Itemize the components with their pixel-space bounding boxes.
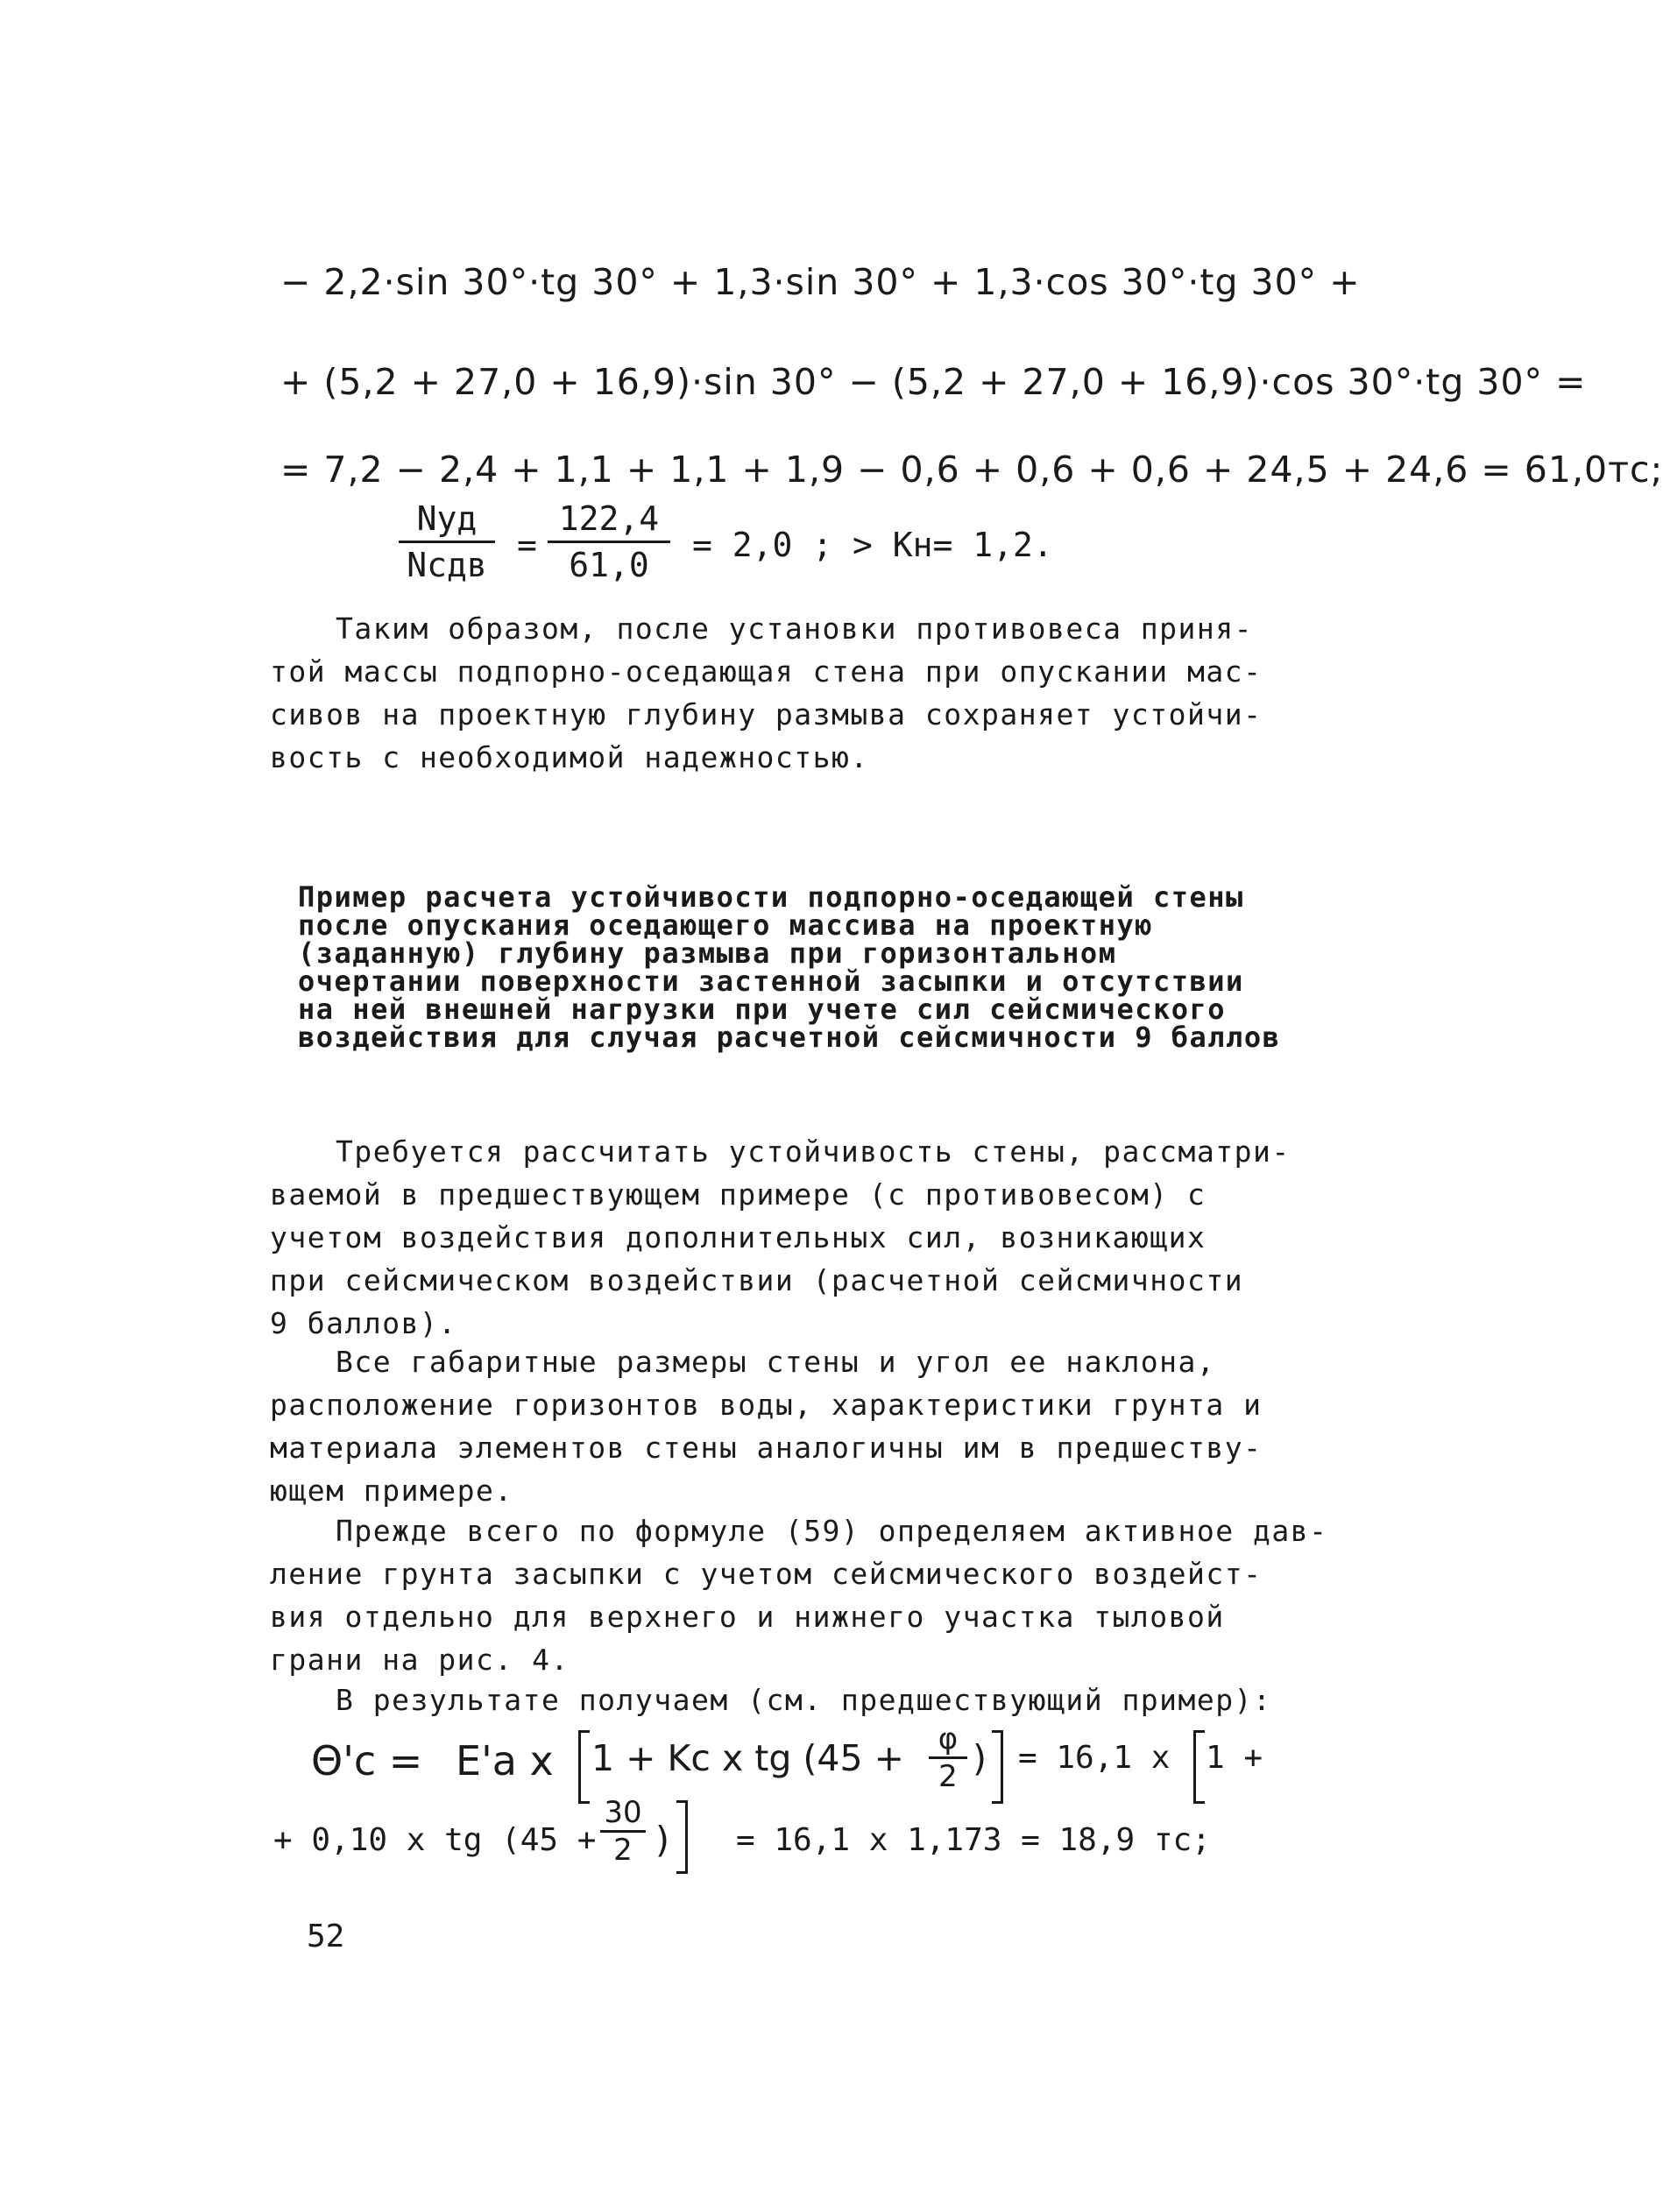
equation-line-2: + (5,2 + 27,0 + 16,9)·sin 30° − (5,2 + 27,0 + 16,9)·cos 30°·tg 30° = — [280, 361, 1587, 403]
text-line: учетом воздействия дополнительных сил, возникающих — [270, 1220, 1207, 1254]
page-number: 52 — [307, 1919, 345, 1954]
fraction-bar — [548, 541, 670, 543]
text-line: материала элементов стены аналогичны им в предшеству- — [270, 1431, 1263, 1465]
formula-inner-1: 1 + Kc x tg (45 + — [591, 1737, 904, 1779]
ratio-numerator-value: 122,4 — [558, 499, 660, 538]
open-bracket — [578, 1730, 590, 1804]
conclusion-paragraph — [270, 607, 1444, 779]
paragraph-task — [270, 1130, 1444, 1345]
text-line: ление грунта засыпки с учетом сейсмического воздейст- — [270, 1557, 1263, 1591]
close-paren: ) — [973, 1737, 987, 1779]
fraction-denominator: 2 — [613, 1833, 633, 1868]
heading-line: очертании поверхности застенной засыпки и отсутствии — [298, 965, 1244, 998]
heading-line: Пример расчета устойчивости подпорно-оседающей стены — [298, 880, 1244, 914]
text-line: грани на рис. 4. — [270, 1643, 570, 1677]
section-heading — [298, 880, 1437, 1054]
heading-line: на ней внешней нагрузки при учете сил сейсмического — [298, 993, 1227, 1026]
text-line: той массы подпорно-оседающая стена при опускании мас- — [270, 654, 1263, 689]
formula-lhs: Θ'c = — [311, 1737, 423, 1784]
ratio-denominator-value: 61,0 — [569, 546, 649, 584]
text-line: Требуется рассчитать устойчивость стены, рассматри- — [336, 1134, 1291, 1169]
heading-line: после опускания оседающего массива на проектную — [298, 908, 1153, 942]
ratio-denominator-label: Nсдв — [407, 546, 487, 584]
close-bracket — [676, 1800, 688, 1874]
text-line: вия отдельно для верхнего и нижнего участка тыловой — [270, 1600, 1225, 1634]
text-line: 9 баллов). — [270, 1306, 457, 1340]
phi-half-fraction — [929, 1721, 967, 1794]
equation-line-1: − 2,2·sin 30°·tg 30° + 1,3·sin 30° + 1,3·cos 30°·tg 30° + — [280, 261, 1361, 303]
paragraph-result-intro — [270, 1678, 1444, 1721]
close-paren: ) — [655, 1819, 669, 1861]
ratio-numerator-label: Nуд — [416, 499, 478, 538]
fraction-numerator: 30 — [604, 1795, 642, 1830]
formula-eq-mid: = 16,1 x — [1018, 1740, 1171, 1776]
text-line: при сейсмическом воздействии (расчетной сейсмичности — [270, 1263, 1244, 1297]
ratio-equals: = — [517, 526, 537, 564]
text-line: расположение горизонтов воды, характеристики грунта и — [270, 1388, 1263, 1422]
text-line: Таким образом, после установки противовеса приня- — [336, 611, 1254, 646]
formula-line2-start: + 0,10 x tg (45 + — [273, 1822, 597, 1858]
text-line: ваемой в предшествующем примере (с противовесом) с — [270, 1177, 1207, 1212]
formula-tail-1: 1 + — [1206, 1740, 1263, 1776]
open-bracket — [1193, 1730, 1205, 1804]
text-line: вость с необходимой надежностью. — [270, 740, 869, 774]
formula-term-e: E'a x — [456, 1737, 554, 1784]
ratio-value-fraction — [548, 499, 670, 584]
ratio-label-fraction — [399, 499, 495, 584]
paragraph-dimensions — [270, 1340, 1444, 1512]
text-line: ющем примере. — [270, 1473, 513, 1508]
ratio-result: = 2,0 ; > Kн= 1,2. — [692, 526, 1053, 564]
formula-line2-end: = 16,1 x 1,173 = 18,9 тс; — [736, 1822, 1211, 1858]
close-bracket — [992, 1730, 1003, 1804]
text-line: Прежде всего по формуле (59) определяем активное дав- — [336, 1514, 1328, 1548]
text-line: сивов на проектную глубину размыва сохраняет устойчи- — [270, 697, 1263, 731]
text-line: В результате получаем (см. предшествующий пример): — [336, 1683, 1272, 1717]
text-line: Все габаритные размеры стены и угол ее наклона, — [336, 1345, 1216, 1379]
phi-symbol: φ — [938, 1721, 959, 1756]
heading-line: (заданную) глубину размыва при горизонтальном — [298, 936, 1117, 970]
paragraph-pressure — [270, 1509, 1444, 1681]
fraction-bar — [399, 541, 495, 543]
fraction-denominator: 2 — [938, 1759, 958, 1794]
heading-line: воздействия для случая расчетной сейсмичности 9 баллов — [298, 1021, 1281, 1054]
equation-line-3: = 7,2 − 2,4 + 1,1 + 1,1 + 1,9 − 0,6 + 0,6 + 0,6 + 24,5 + 24,6 = 61,0тс; — [280, 449, 1663, 491]
thirty-half-fraction — [600, 1795, 646, 1868]
